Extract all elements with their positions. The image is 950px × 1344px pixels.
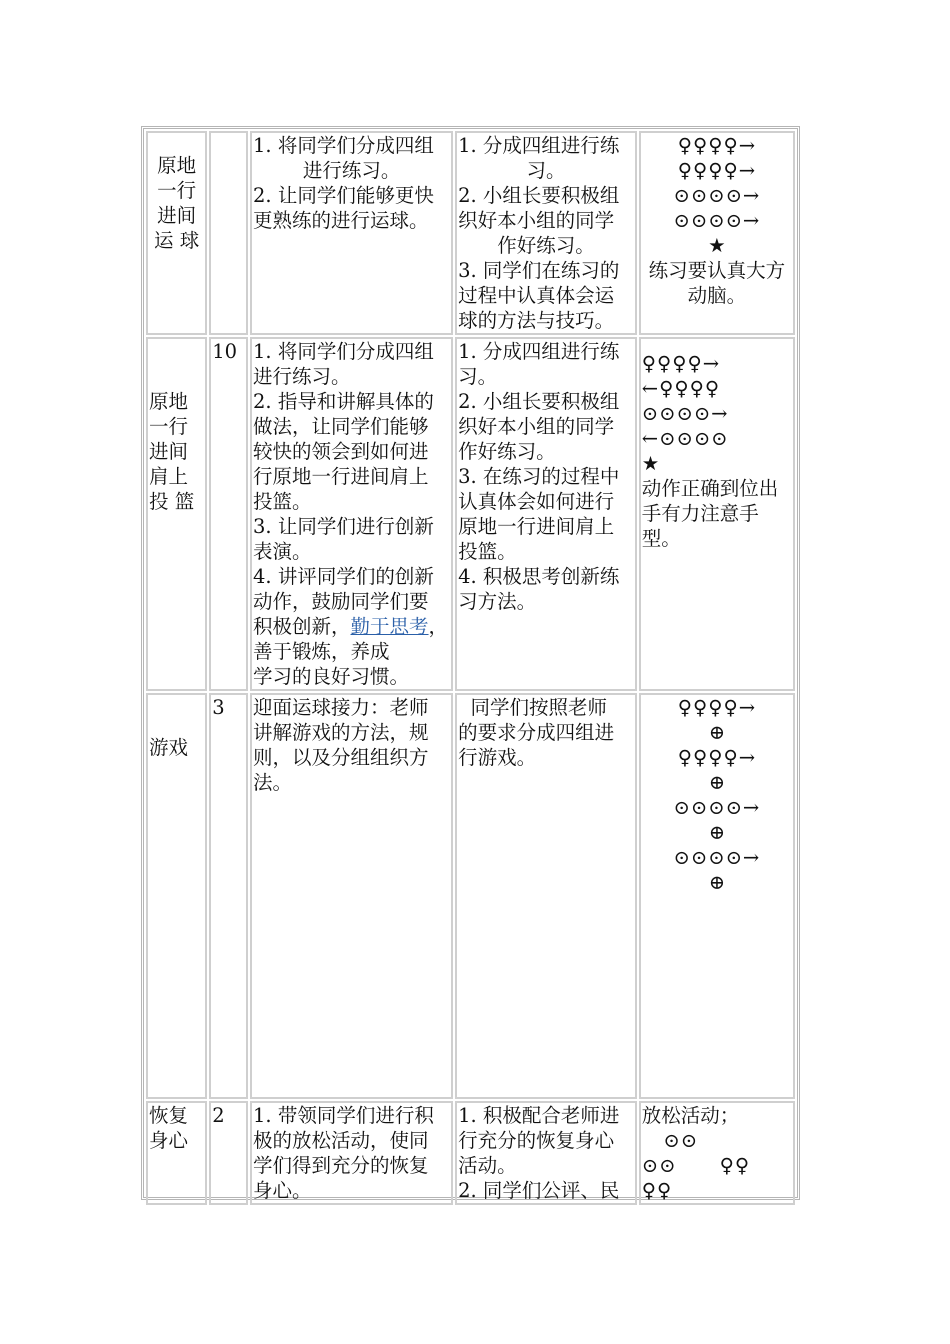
cone-icon: ⊕: [708, 821, 726, 844]
student-activity-cell: 1. 积极配合老师进 行充分的恢复身心 活动。 2. 同学们公评、民: [455, 1101, 637, 1205]
organization-cell: ♀♀♀♀→ ♀♀♀♀→ ⊙⊙⊙⊙→ ⊙⊙⊙⊙→ ★ 练习要认真大方 动脑。: [639, 131, 795, 335]
topic-cell: 原地 一行 进间 运 球: [146, 131, 207, 335]
cone-icon: ⊕: [708, 721, 726, 744]
topic-cell: 游戏: [146, 693, 207, 1099]
table-row: [146, 131, 795, 335]
organization-cell: ♀♀♀♀→ ⊕ ♀♀♀♀→ ⊕ ⊙⊙⊙⊙→ ⊕ ⊙⊙⊙⊙→ ⊕: [639, 693, 795, 1099]
table-row: [146, 1101, 795, 1205]
topic-cell: 原地 一行 进间 肩上 投 篮: [146, 337, 207, 691]
student-activity-cell: 同学们按照老师 的要求分成四组进 行游戏。: [455, 693, 637, 1099]
teacher-star-icon: ★: [641, 452, 660, 475]
teacher-activity-cell: 迎面运球接力：老师 讲解游戏的方法，规 则，以及分组组织方 法。: [250, 693, 453, 1099]
teacher-activity-cell: 1. 将同学们分成四组 进行练习。 2. 指导和讲解具体的 做法，让同学们能够 较快的领会到如何进 行原地一行进间肩上 投篮。 3. 让同学们进行创新 表演。 4. 讲评同学们的创新 动作，鼓励同学们要 积极创新，勤于思考，善于锻炼，养成 学习的良好习惯。: [250, 337, 453, 691]
cone-icon: ⊕: [708, 771, 726, 794]
student-activity-cell: 1. 分成四组进行练 习。 2. 小组长要积极组 织好本小组的同学 作好练习。 3. 在练习的过程中 认真体会如何进行 原地一行进间肩上 投篮。 4. 积极思考创新练 习方法。: [455, 337, 637, 691]
cone-icon: ⊕: [708, 871, 726, 894]
organization-cell: 放松活动； ⊙⊙ ⊙⊙ ♀♀ ♀♀: [639, 1101, 795, 1205]
student-activity-cell: 1. 分成四组进行练 习。 2. 小组长要积极组 织好本小组的同学 作好练习。 3. 同学们在练习的 过程中认真体会运 球的方法与技巧。: [455, 131, 637, 335]
lesson-plan-table: [144, 129, 797, 1207]
teacher-star-icon: ★: [708, 234, 726, 257]
organization-cell: ♀♀♀♀→ ←♀♀♀♀ ⊙⊙⊙⊙→ ←⊙⊙⊙⊙ ★ 动作正确到位出 手有力注意手 型。: [639, 337, 795, 691]
table-row: [146, 693, 795, 1099]
table-row: [146, 337, 795, 691]
time-cell: 2: [209, 1101, 248, 1205]
teacher-activity-cell: 1. 将同学们分成四组 进行练习。 2. 让同学们能够更快 更熟练的进行运球。: [250, 131, 453, 335]
term-link[interactable]: 勤于思考: [350, 615, 429, 638]
time-cell: [209, 131, 248, 335]
teacher-activity-cell: 1. 带领同学们进行积 极的放松活动，使同 学们得到充分的恢复 身心。: [250, 1101, 453, 1205]
time-cell: 10: [209, 337, 248, 691]
topic-cell: 恢复 身心: [146, 1101, 207, 1205]
time-cell: 3: [209, 693, 248, 1099]
